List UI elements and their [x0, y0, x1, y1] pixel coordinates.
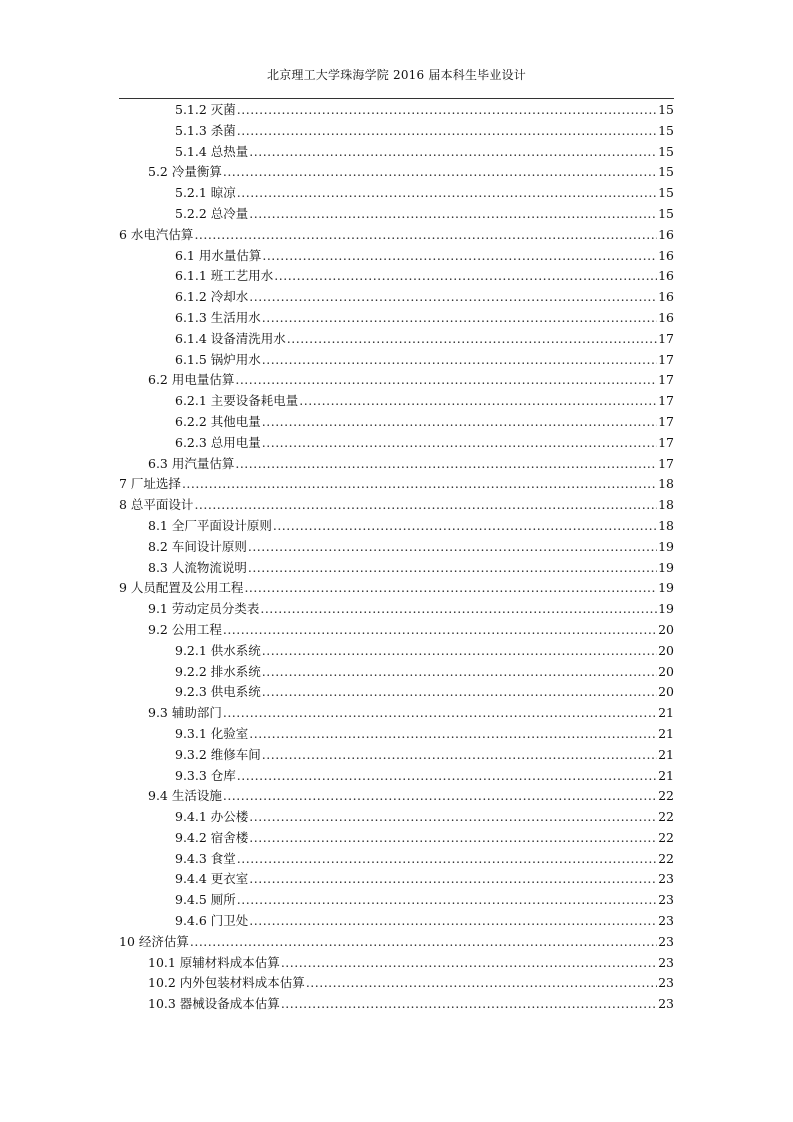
toc-entry-label: 9.4.3 食堂	[175, 850, 236, 866]
toc-entry-label: 6.1 用水量估算	[175, 247, 262, 263]
toc-entry[interactable]	[119, 994, 674, 1015]
toc-entry[interactable]	[119, 558, 674, 579]
toc-entry[interactable]	[119, 370, 674, 391]
toc-entry-label: 8.1 全厂平面设计原则	[148, 517, 272, 533]
toc-leader-dots	[190, 932, 657, 953]
toc-entry[interactable]	[119, 932, 674, 953]
toc-entry-page: 23	[658, 892, 674, 908]
toc-entry[interactable]	[119, 620, 674, 641]
toc-leader-dots	[306, 973, 657, 994]
toc-entry-page: 16	[658, 309, 674, 325]
toc-entry[interactable]	[119, 682, 674, 703]
toc-leader-dots	[249, 869, 657, 890]
toc-entry-label: 9.3.1 化验室	[175, 725, 249, 741]
toc-leader-dots	[235, 370, 657, 391]
toc-entry-page: 19	[658, 559, 674, 575]
toc-entry-label: 6.2.1 主要设备耗电量	[175, 393, 299, 409]
toc-leader-dots	[248, 558, 657, 579]
toc-entry-page: 22	[658, 809, 674, 825]
toc-entry-label: 5.2 冷量衡算	[148, 164, 222, 180]
toc-entry-page: 22	[658, 788, 674, 804]
toc-entry-page: 21	[658, 746, 674, 762]
toc-entry-page: 15	[658, 185, 674, 201]
toc-entry[interactable]	[119, 454, 674, 475]
toc-entry[interactable]	[119, 246, 674, 267]
toc-entry-page: 21	[658, 767, 674, 783]
toc-leader-dots	[262, 350, 657, 371]
toc-entry-label: 10.3 器械设备成本估算	[148, 996, 280, 1012]
toc-entry[interactable]	[119, 724, 674, 745]
toc-entry-page: 17	[658, 434, 674, 450]
toc-leader-dots	[249, 828, 657, 849]
toc-entry[interactable]	[119, 911, 674, 932]
toc-leader-dots	[260, 599, 657, 620]
toc-entry-label: 9.4.6 门卫处	[175, 913, 249, 929]
toc-leader-dots	[237, 100, 657, 121]
toc-leader-dots	[262, 682, 657, 703]
toc-entry-page: 18	[658, 517, 674, 533]
toc-entry[interactable]	[119, 786, 674, 807]
toc-leader-dots	[223, 786, 657, 807]
toc-entry[interactable]	[119, 578, 674, 599]
toc-entry-page: 17	[658, 413, 674, 429]
toc-entry-page: 17	[658, 372, 674, 388]
toc-entry-label: 6.3 用汽量估算	[148, 455, 235, 471]
toc-leader-dots	[235, 454, 657, 475]
toc-entry[interactable]	[119, 391, 674, 412]
toc-entry-page: 22	[658, 850, 674, 866]
toc-entry-label: 6.1.2 冷却水	[175, 289, 249, 305]
toc-entry-page: 17	[658, 351, 674, 367]
toc-entry-page: 16	[658, 268, 674, 284]
toc-entry-label: 5.1.4 总热量	[175, 143, 249, 159]
toc-leader-dots	[249, 142, 657, 163]
toc-entry-page: 20	[658, 621, 674, 637]
toc-entry[interactable]	[119, 516, 674, 537]
toc-entry-label: 8.3 人流物流说明	[148, 559, 247, 575]
toc-leader-dots	[262, 433, 657, 454]
toc-entry-page: 21	[658, 725, 674, 741]
toc-entry-label: 9.2.2 排水系统	[175, 663, 261, 679]
toc-leader-dots	[237, 183, 657, 204]
toc-entry[interactable]	[119, 641, 674, 662]
toc-entry[interactable]	[119, 973, 674, 994]
toc-entry-label: 7 厂址选择	[119, 476, 181, 492]
toc-entry-label: 9.3.3 仓库	[175, 767, 236, 783]
toc-leader-dots	[274, 266, 657, 287]
toc-leader-dots	[237, 766, 657, 787]
toc-entry-page: 18	[658, 497, 674, 513]
toc-entry-label: 6.2.2 其他电量	[175, 413, 261, 429]
toc-entry[interactable]	[119, 849, 674, 870]
toc-entry[interactable]	[119, 869, 674, 890]
toc-leader-dots	[262, 641, 657, 662]
header-rule	[119, 98, 674, 99]
toc-entry[interactable]	[119, 953, 674, 974]
toc-entry[interactable]	[119, 266, 674, 287]
toc-entry-label: 9.1 劳动定员分类表	[148, 601, 260, 617]
toc-leader-dots	[223, 620, 657, 641]
toc-entry-page: 23	[658, 913, 674, 929]
toc-entry[interactable]	[119, 890, 674, 911]
toc-entry-page: 19	[658, 538, 674, 554]
toc-leader-dots	[273, 516, 657, 537]
toc-entry[interactable]	[119, 599, 674, 620]
toc-entry-label: 5.1.2 灭菌	[175, 102, 236, 117]
toc-entry[interactable]	[119, 287, 674, 308]
toc-entry[interactable]	[119, 828, 674, 849]
toc-leader-dots	[262, 412, 657, 433]
toc-entry-label: 10.1 原辅材料成本估算	[148, 954, 280, 970]
toc-entry-label: 9.4.1 办公楼	[175, 809, 249, 825]
toc-entry-page: 15	[658, 102, 674, 117]
toc-entry[interactable]	[119, 807, 674, 828]
toc-entry-page: 18	[658, 476, 674, 492]
toc-entry-page: 23	[658, 871, 674, 887]
toc-entry[interactable]	[119, 329, 674, 350]
toc-entry[interactable]	[119, 703, 674, 724]
toc-entry-page: 19	[658, 580, 674, 596]
toc-entry[interactable]	[119, 225, 674, 246]
toc-entry-page: 20	[658, 642, 674, 658]
toc-entry-label: 9.2 公用工程	[148, 621, 222, 637]
toc-entry-label: 5.2.2 总冷量	[175, 205, 249, 221]
toc-entry-page: 23	[658, 996, 674, 1012]
toc-entry-page: 17	[658, 393, 674, 409]
toc-leader-dots	[262, 662, 657, 683]
toc-entry[interactable]	[119, 142, 674, 163]
toc-entry[interactable]	[119, 745, 674, 766]
toc-entry-label: 9.4.5 厕所	[175, 892, 236, 908]
toc-entry-page: 21	[658, 705, 674, 721]
toc-entry-label: 6.1.1 班工艺用水	[175, 268, 274, 284]
toc-entry[interactable]	[119, 537, 674, 558]
toc-entry-page: 22	[658, 829, 674, 845]
toc-entry[interactable]	[119, 204, 674, 225]
toc-leader-dots	[299, 391, 657, 412]
toc-entry-label: 9.4.2 宿舍楼	[175, 829, 249, 845]
toc-leader-dots	[262, 246, 657, 267]
toc-entry-label: 5.2.1 晾凉	[175, 185, 236, 201]
toc-leader-dots	[223, 162, 657, 183]
toc-entry-label: 6.2 用电量估算	[148, 372, 235, 388]
toc-entry[interactable]	[119, 121, 674, 142]
toc-entry[interactable]	[119, 662, 674, 683]
toc-entry-label: 6 水电汽估算	[119, 226, 194, 242]
toc-entry-page: 16	[658, 226, 674, 242]
toc-leader-dots	[262, 745, 657, 766]
toc-entry[interactable]	[119, 183, 674, 204]
page-header: 北京理工大学珠海学院 2016 届本科生毕业设计	[267, 68, 526, 82]
toc-entry-label: 9 人员配置及公用工程	[119, 580, 244, 596]
toc-entry[interactable]	[119, 433, 674, 454]
toc-entry[interactable]	[119, 495, 674, 516]
toc-entry-label: 10.2 内外包装材料成本估算	[148, 975, 305, 991]
toc-entry-page: 23	[658, 954, 674, 970]
toc-entry-page: 16	[658, 289, 674, 305]
toc-entry-label: 9.2.1 供水系统	[175, 642, 261, 658]
toc-entry-page: 15	[658, 205, 674, 221]
toc-entry[interactable]	[119, 412, 674, 433]
toc-entry-page: 15	[658, 143, 674, 159]
toc-entry-page: 15	[658, 122, 674, 138]
toc-entry-page: 20	[658, 684, 674, 700]
toc-entry[interactable]	[119, 100, 674, 121]
toc-entry-page: 19	[658, 601, 674, 617]
toc-leader-dots	[237, 849, 657, 870]
toc-entry-label: 10 经济估算	[119, 933, 189, 949]
toc-entry-page: 20	[658, 663, 674, 679]
toc-entry[interactable]	[119, 474, 674, 495]
toc-entry-label: 9.3 辅助部门	[148, 705, 222, 721]
toc-entry-page: 17	[658, 455, 674, 471]
toc-entry-page: 23	[658, 975, 674, 991]
toc-entry-label: 8.2 车间设计原则	[148, 538, 247, 554]
toc-entry-label: 9.4 生活设施	[148, 788, 222, 804]
toc-leader-dots	[194, 225, 657, 246]
toc-leader-dots	[287, 329, 657, 350]
toc-entry[interactable]	[119, 162, 674, 183]
toc-entry-label: 6.2.3 总用电量	[175, 434, 261, 450]
toc-leader-dots	[249, 204, 657, 225]
toc-entry-page: 16	[658, 247, 674, 263]
toc-entry-page: 17	[658, 330, 674, 346]
toc-entry-label: 6.1.3 生活用水	[175, 309, 261, 325]
toc-entry-label: 6.1.4 设备清洗用水	[175, 330, 286, 346]
toc-entry-label: 9.3.2 维修车间	[175, 746, 261, 762]
toc-leader-dots	[249, 287, 657, 308]
toc-leader-dots	[262, 308, 657, 329]
toc-leader-dots	[249, 807, 657, 828]
toc-entry[interactable]	[119, 766, 674, 787]
toc-entry-label: 9.4.4 更衣室	[175, 871, 249, 887]
toc-entry-label: 5.1.3 杀菌	[175, 122, 236, 138]
toc-entry-label: 9.2.3 供电系统	[175, 684, 261, 700]
toc-leader-dots	[194, 495, 657, 516]
toc-leader-dots	[237, 890, 657, 911]
table-of-contents	[119, 100, 674, 1015]
toc-leader-dots	[182, 474, 657, 495]
toc-leader-dots	[244, 578, 657, 599]
toc-entry[interactable]	[119, 350, 674, 371]
toc-entry-label: 8 总平面设计	[119, 497, 194, 513]
toc-entry[interactable]	[119, 308, 674, 329]
toc-leader-dots	[223, 703, 657, 724]
toc-leader-dots	[281, 953, 657, 974]
toc-entry-page: 15	[658, 164, 674, 180]
toc-entry-page: 23	[658, 933, 674, 949]
toc-leader-dots	[249, 724, 657, 745]
toc-leader-dots	[237, 121, 657, 142]
toc-leader-dots	[249, 911, 657, 932]
toc-entry-label: 6.1.5 锅炉用水	[175, 351, 261, 367]
toc-leader-dots	[281, 994, 657, 1015]
toc-leader-dots	[248, 537, 657, 558]
